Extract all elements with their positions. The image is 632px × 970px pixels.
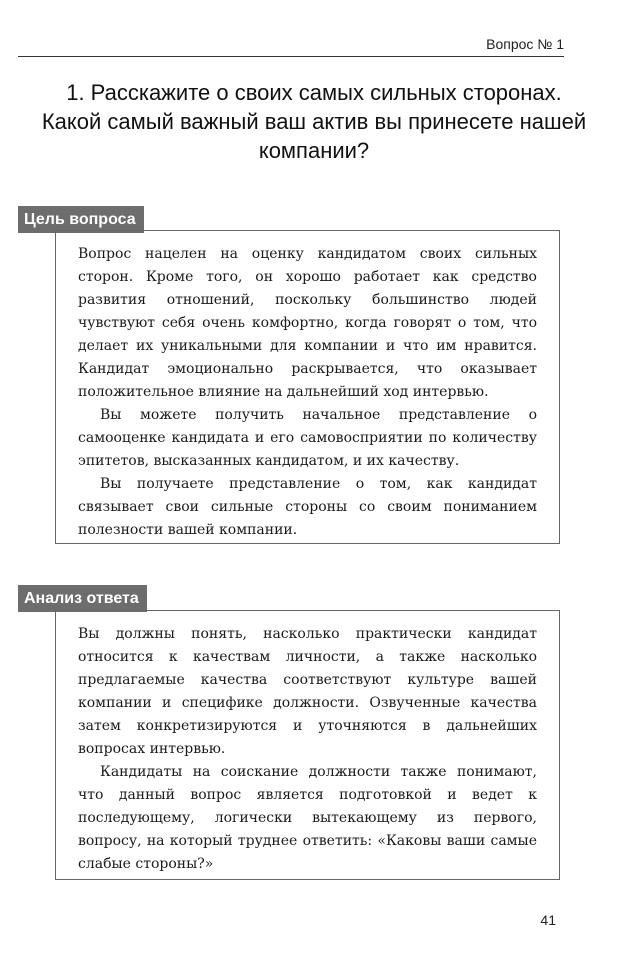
- header-rule: [18, 56, 564, 57]
- section-box-goal: [55, 230, 560, 544]
- analysis-paragraph-1: Вы должны понять, насколько практически кандидат относится к качествам личности, а также насколько предлагаемые качества соответствуют культуре вашей компании и специфике должности. Озвученные качества затем конкретизируются и уточняются в дальнейших вопросах интервью.: [78, 626, 537, 757]
- goal-paragraph-1: Вопрос нацелен на оценку кандидатом своих сильных сторон. Кроме того, он хорошо работает как средство развития отношений, поскольку большинство людей чувствуют себя очень комфортно, когда говорят о том, что делает их уникальными для компании и что им нравится. Кандидат эмоционально раскрывается, что оказывает положительное влияние на дальнейший ход интервью.: [78, 246, 537, 400]
- section-label-goal: Цель вопроса: [18, 206, 144, 233]
- goal-paragraph-3: Вы получаете представление о том, как кандидат связывает свои сильные стороны со своим пониманием полезности вашей компании.: [78, 476, 537, 538]
- section-label-analysis: Анализ ответа: [18, 585, 147, 612]
- section-box-analysis: [55, 610, 560, 880]
- running-head: Вопрос № 1: [486, 36, 564, 52]
- page-number: 41: [540, 912, 556, 928]
- analysis-paragraph-2: Кандидаты на соискание должности также понимают, что данный вопрос является подготовкой и ведет к последующему, логически вытекающему из первого, вопросу, на который труднее ответить: «Каковы ваши самые слабые стороны?»: [78, 764, 537, 872]
- question-title: 1. Расскажите о своих самых сильных сторонах. Какой самый важный ваш актив вы принесете нашей компании?: [41, 80, 587, 163]
- goal-paragraph-2: Вы можете получить начальное представление о самооценке кандидата и его самовосприятии по количеству эпитетов, высказанных кандидатом, и их качеству.: [78, 407, 537, 469]
